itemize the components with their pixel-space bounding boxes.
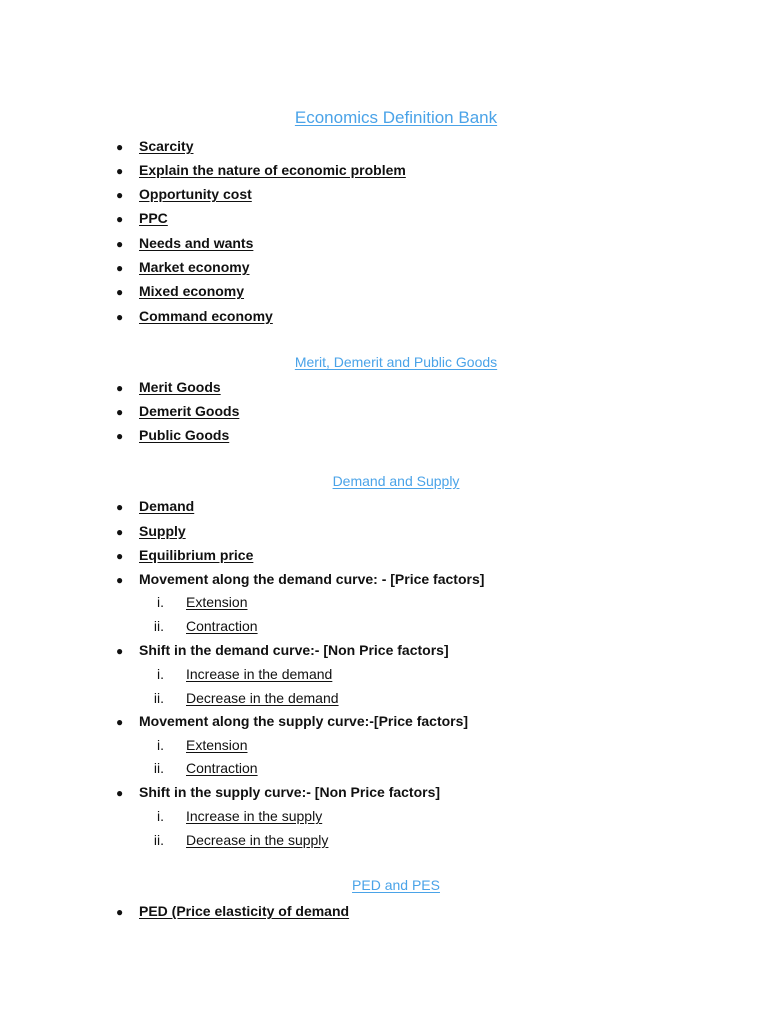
sub-list-item: i. Extension	[157, 737, 248, 753]
list-item: ● Market economy	[116, 259, 250, 275]
list-item: ● PPC	[116, 210, 168, 226]
bullet-icon: ●	[116, 188, 124, 202]
sub-list-item: ii. Contraction	[153, 618, 258, 634]
bullet-icon: ●	[116, 573, 124, 587]
bullet-icon: ●	[116, 212, 124, 226]
list-item: ● Shift in the demand curve:- [Non Price factors]	[116, 642, 449, 658]
sub-list-item: i. Increase in the supply	[157, 808, 323, 824]
bullet-icon: ●	[116, 549, 124, 563]
list-item: ● Demand	[116, 498, 195, 514]
bullet-icon: ●	[116, 381, 124, 395]
bullet-icon: ●	[116, 525, 124, 539]
list-item: ● Movement along the supply curve:-[Price factors]	[116, 713, 469, 729]
list-item: ● Opportunity cost	[116, 186, 252, 202]
list-item: ● Needs and wants	[116, 235, 254, 251]
list-item: ● Explain the nature of economic problem	[116, 162, 406, 178]
list-item: ● Mixed economy	[116, 283, 245, 299]
list-item: ● Demerit Goods	[116, 403, 240, 419]
bullet-icon: ●	[116, 140, 124, 154]
list-item: ● Movement along the demand curve: - [Price factors]	[116, 571, 485, 587]
bullet-icon: ●	[116, 237, 124, 251]
document-title: Economics Definition Bank	[294, 108, 498, 127]
list-item: ● Public Goods	[116, 427, 230, 443]
sub-list-item: ii. Contraction	[153, 760, 258, 776]
sub-list-item: ii. Decrease in the supply	[153, 832, 329, 848]
sub-list-item: i. Increase in the demand	[157, 666, 333, 682]
bullet-icon: ●	[116, 500, 124, 514]
list-item: ● PED (Price elasticity of demand	[116, 903, 350, 919]
list-item: ● Merit Goods	[116, 379, 221, 395]
sub-list-item: i. Extension	[157, 594, 248, 610]
bullet-icon: ●	[116, 429, 124, 443]
bullet-icon: ●	[116, 644, 124, 658]
bullet-icon: ●	[116, 786, 124, 800]
list-item: ● Equilibrium price	[116, 547, 254, 563]
bullet-icon: ●	[116, 905, 124, 919]
bullet-icon: ●	[116, 405, 124, 419]
list-item: ● Scarcity	[116, 138, 194, 154]
section-heading: Merit, Demerit and Public Goods	[294, 354, 498, 370]
bullet-icon: ●	[116, 310, 124, 324]
bullet-icon: ●	[116, 715, 124, 729]
section-heading: PED and PES	[352, 877, 440, 893]
bullet-icon: ●	[116, 285, 124, 299]
bullet-icon: ●	[116, 261, 124, 275]
list-item: ● Supply	[116, 523, 186, 539]
list-item: ● Shift in the supply curve:- [Non Price factors]	[116, 784, 441, 800]
section-heading: Demand and Supply	[332, 473, 460, 489]
list-item: ● Command economy	[116, 308, 273, 324]
bullet-icon: ●	[116, 164, 124, 178]
sub-list-item: ii. Decrease in the demand	[153, 690, 339, 706]
